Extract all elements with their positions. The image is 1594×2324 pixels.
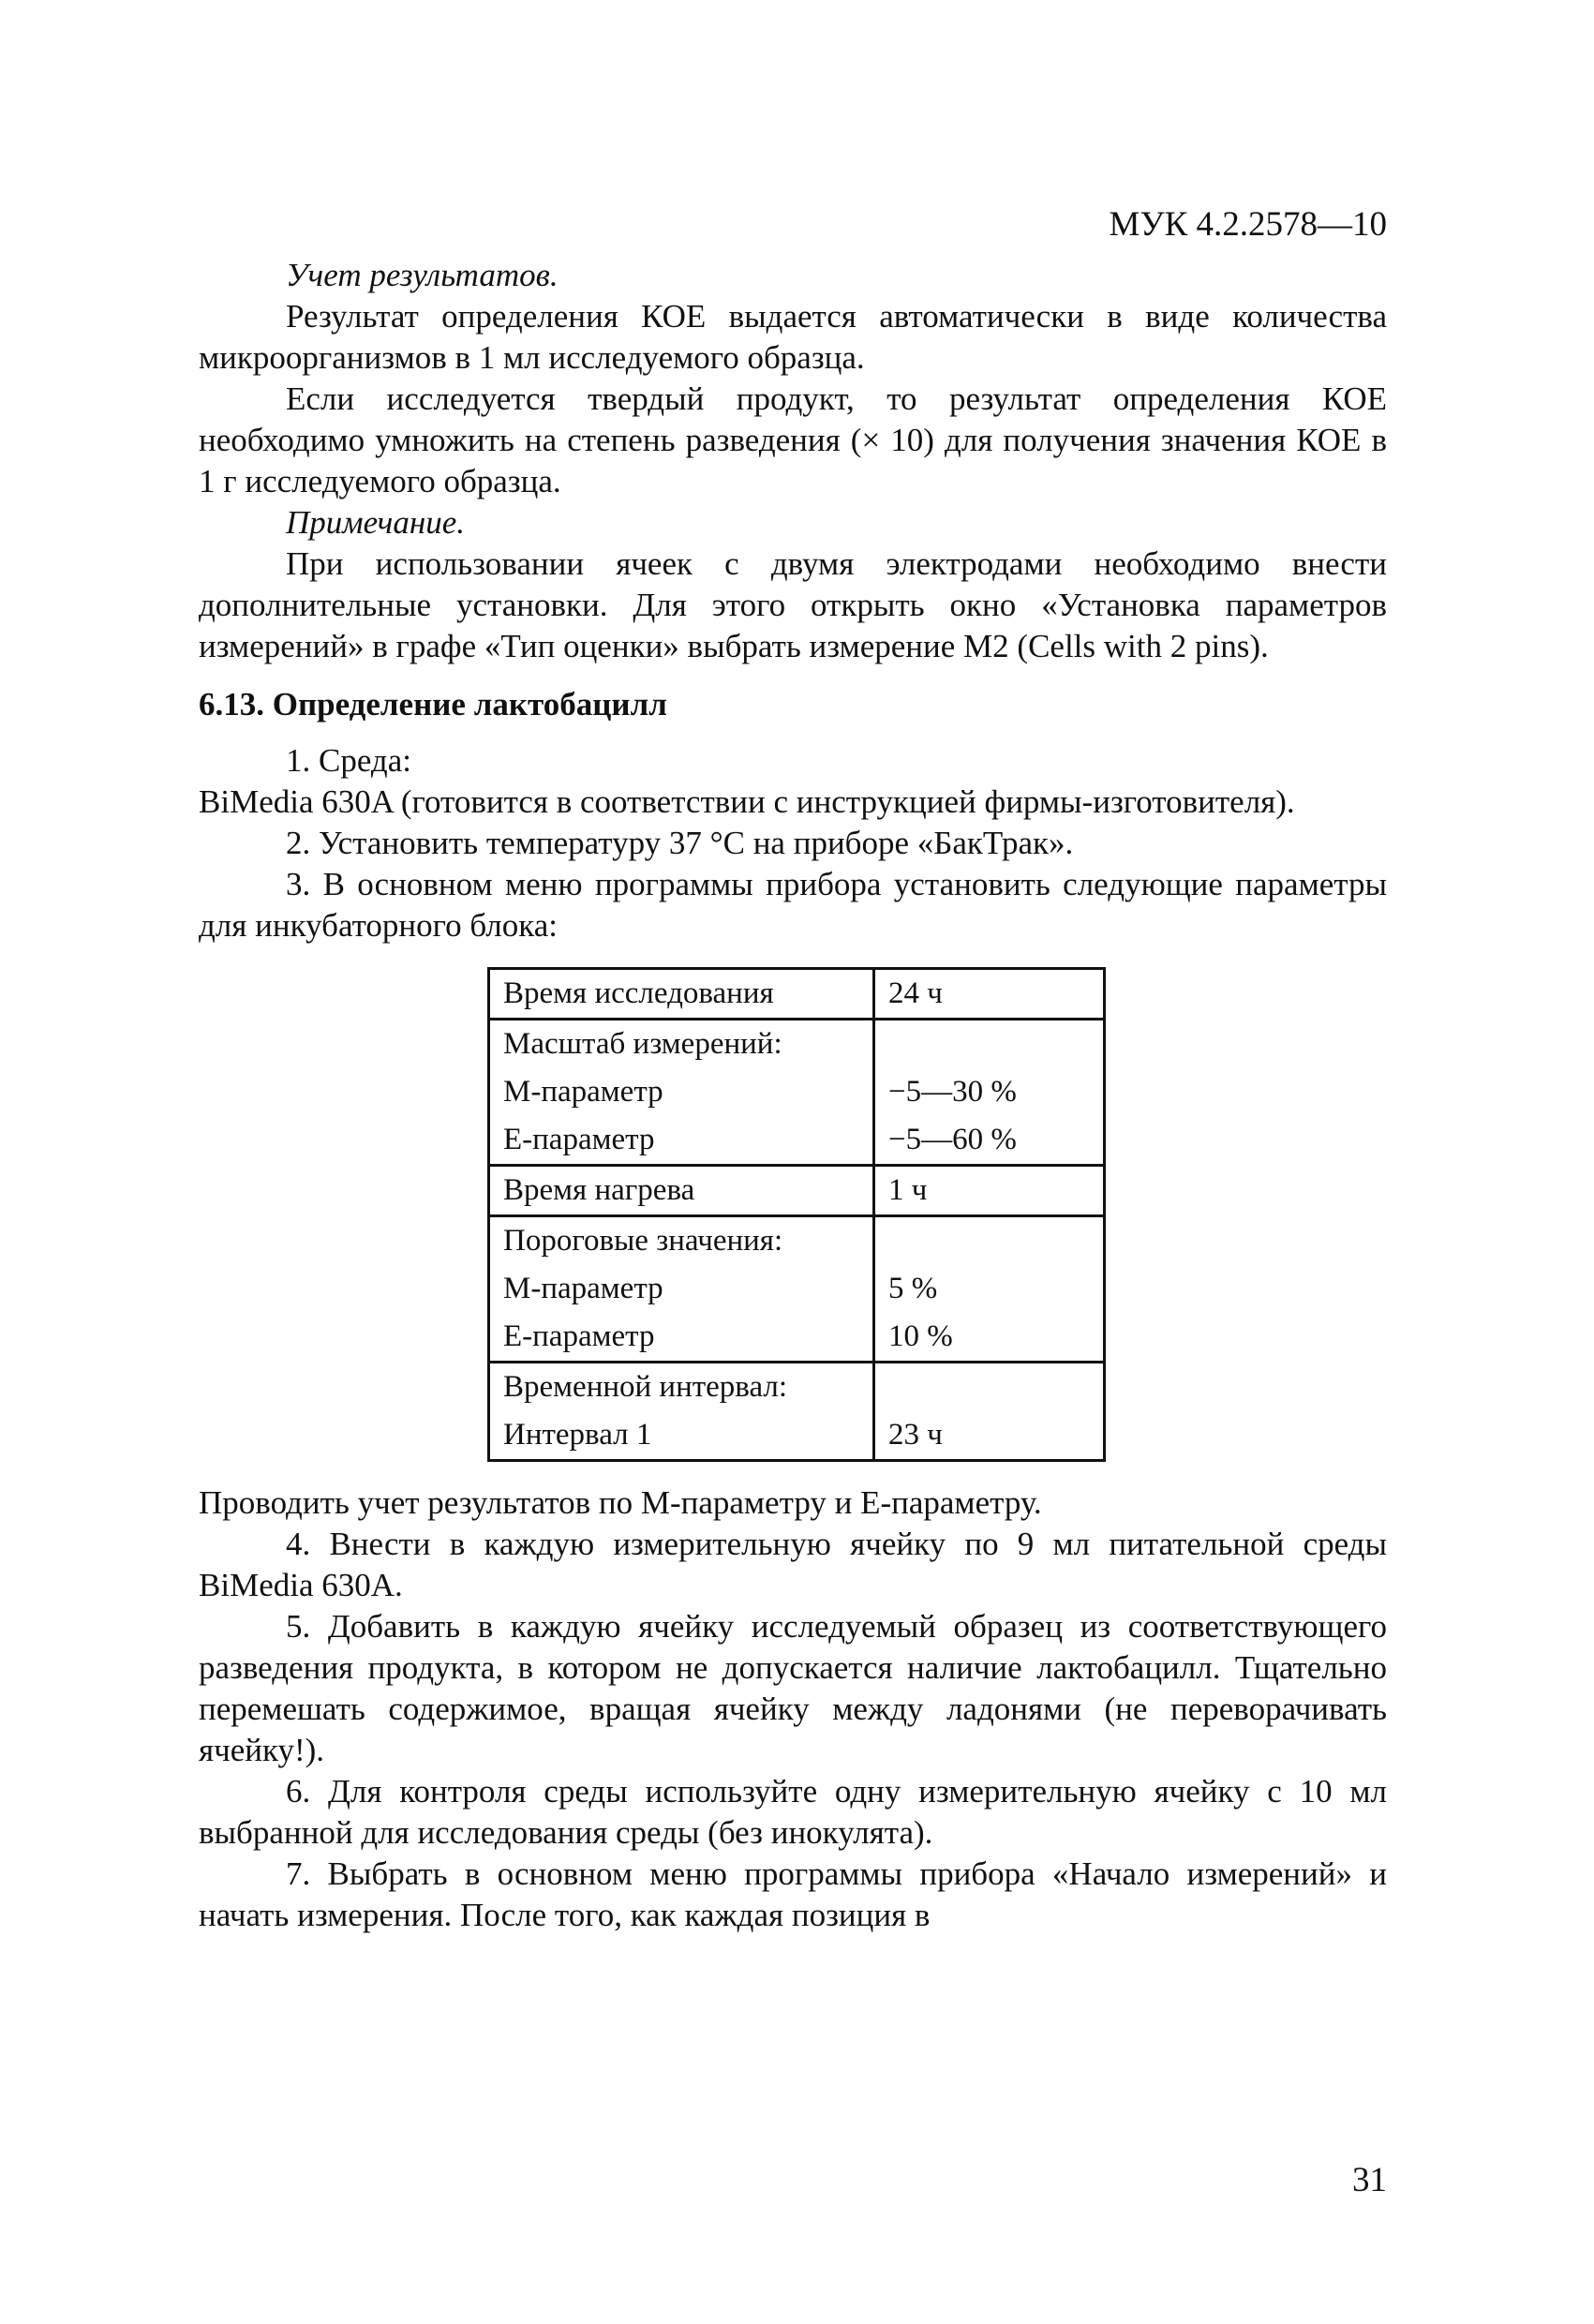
table-row bbox=[489, 1116, 1105, 1166]
parameter-value-cell bbox=[873, 1020, 1104, 1069]
paragraphs-after bbox=[199, 1482, 1387, 1936]
paragraph: 4. Внести в каждую измерительную ячейку по 9 мл питательной среды BiMedia 630A. bbox=[199, 1526, 1387, 1603]
parameter-label-cell: М-параметр bbox=[489, 1265, 874, 1313]
paragraph: Учет результатов. bbox=[286, 257, 559, 293]
table-row bbox=[489, 1020, 1105, 1069]
parameter-value-cell: 5 % bbox=[873, 1265, 1104, 1313]
paragraph: 7. Выбрать в основном меню программы прибора «Начало измерений» и начать измерения. После того, как каждая позиция в bbox=[199, 1855, 1387, 1933]
paragraphs-before bbox=[199, 255, 1387, 667]
incubator-parameters-table bbox=[487, 967, 1106, 1462]
paragraph: Если исследуется твердый продукт, то результат определения КОЕ необходимо умножить на степень разведения (× 10) для получения значения КОЕ в 1 г исследуемого образца. bbox=[199, 380, 1387, 499]
table-row bbox=[489, 1068, 1105, 1116]
table-row bbox=[489, 1363, 1105, 1412]
table-row bbox=[489, 1313, 1105, 1363]
paragraph: 6. Для контроля среды используйте одну измерительную ячейку с 10 мл выбранной для исследования среды (без инокулята). bbox=[199, 1773, 1387, 1851]
paragraph: 1. Среда: bbox=[286, 742, 411, 779]
parameter-value-cell bbox=[873, 1216, 1104, 1266]
table-row bbox=[489, 969, 1105, 1020]
paragraphs-mid bbox=[199, 740, 1387, 946]
parameter-value-cell: 10 % bbox=[873, 1313, 1104, 1363]
parameter-label-cell: Время нагрева bbox=[489, 1166, 874, 1216]
paragraph: Примечание. bbox=[286, 504, 466, 541]
parameter-label-cell: Время исследования bbox=[489, 969, 874, 1020]
parameter-value-cell: 24 ч bbox=[873, 969, 1104, 1020]
document-code-header: МУК 4.2.2578—10 bbox=[1109, 205, 1387, 244]
page-body bbox=[199, 255, 1387, 1936]
section-heading: 6.13. Определение лактобацилл bbox=[199, 686, 667, 723]
parameter-label-cell: Интервал 1 bbox=[489, 1411, 874, 1461]
paragraph: Результат определения КОЕ выдается автоматически в виде количества микроорганизмов в 1 мл исследуемого образца. bbox=[199, 298, 1387, 376]
table-row bbox=[489, 1265, 1105, 1313]
parameter-label-cell: М-параметр bbox=[489, 1068, 874, 1116]
parameter-label-cell: Е-параметр bbox=[489, 1116, 874, 1166]
paragraph: 5. Добавить в каждую ячейку исследуемый образец из соответствующего разведения продукта, в котором не допускается наличие лактобацилл. Тщательно перемешать содержимое, вращая ячейку между ладонями (не переворачивать ячейку!). bbox=[199, 1608, 1387, 1768]
parameter-label-cell: Е-параметр bbox=[489, 1313, 874, 1363]
parameter-value-cell bbox=[873, 1363, 1104, 1412]
page-number: 31 bbox=[1352, 2161, 1387, 2199]
paragraph: 2. Установить температуру 37 °С на приборе «БакТрак». bbox=[286, 825, 1074, 861]
parameter-label-cell: Пороговые значения: bbox=[489, 1216, 874, 1266]
paragraph: BiMedia 630A (готовится в соответствии с инструкцией фирмы-изготовителя). bbox=[199, 783, 1295, 820]
parameter-value-cell: −5—30 % bbox=[873, 1068, 1104, 1116]
parameter-label-cell: Масштаб измерений: bbox=[489, 1020, 874, 1069]
table-row bbox=[489, 1216, 1105, 1266]
paragraph: Проводить учет результатов по М-параметру и Е-параметру. bbox=[199, 1484, 1042, 1521]
table-row bbox=[489, 1166, 1105, 1216]
paragraph: 3. В основном меню программы прибора установить следующие параметры для инкубаторного блока: bbox=[199, 866, 1387, 944]
parameter-label-cell: Временной интервал: bbox=[489, 1363, 874, 1412]
table-row bbox=[489, 1411, 1105, 1461]
parameter-value-cell: 1 ч bbox=[873, 1166, 1104, 1216]
parameter-value-cell: 23 ч bbox=[873, 1411, 1104, 1461]
parameter-value-cell: −5—60 % bbox=[873, 1116, 1104, 1166]
paragraph: При использовании ячеек с двумя электродами необходимо внести дополнительные установки. Для этого открыть окно «Установка параметров измерений» в графе «Тип оценки» выбрать измерение М2 (Cells with 2 pins). bbox=[199, 545, 1387, 664]
